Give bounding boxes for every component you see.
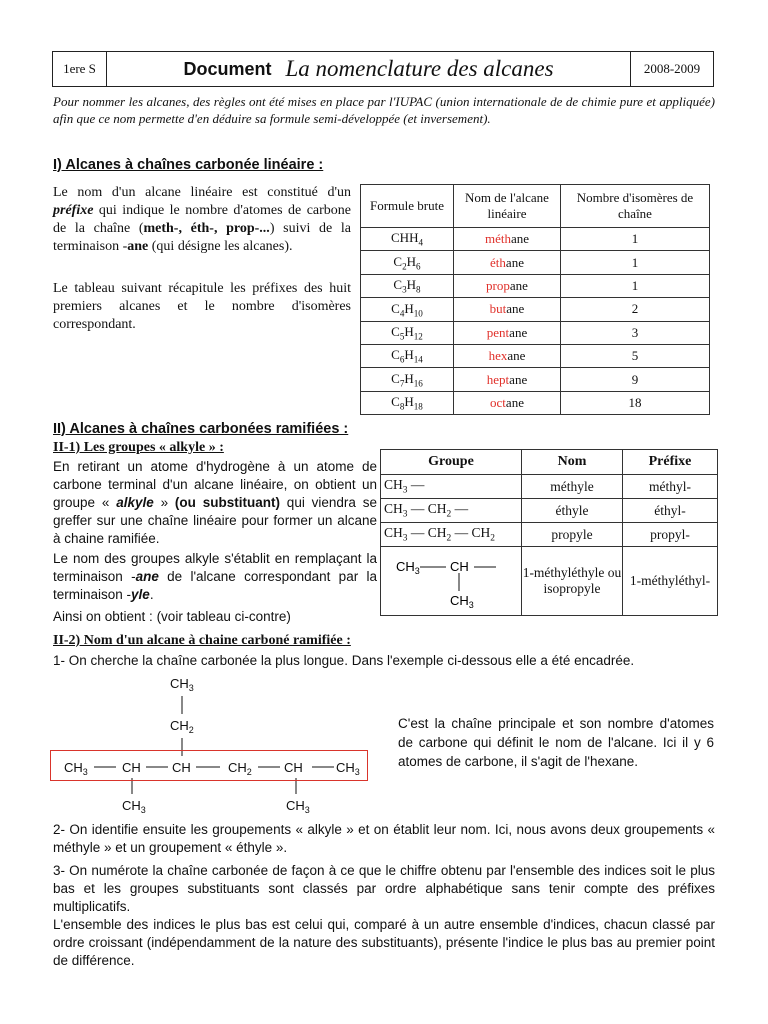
isomer-count-cell: 1 xyxy=(561,274,710,297)
doc-title: La nomenclature des alcanes xyxy=(285,56,554,81)
step-1: 1- On cherche la chaîne carbonée la plus longue. Dans l'exemple ci-dessous elle a été encadrée. xyxy=(53,653,635,668)
svg-text:CH: CH xyxy=(172,760,191,775)
name-prefix: éth xyxy=(490,254,506,270)
svg-text:CH3: $CH_3$ xyxy=(64,760,88,777)
formula-carbon: C xyxy=(391,347,400,363)
isopropyl-structure xyxy=(384,551,518,611)
svg-text:CH: CH xyxy=(284,760,303,775)
text: qui viendra se greffer sur une chaîne linéaire pour former un alcane à chaine ramifiée. xyxy=(53,495,378,546)
name-cell: méthyle xyxy=(522,475,623,499)
section-1-paragraph-1 xyxy=(53,184,351,256)
term-ane: ane xyxy=(127,239,149,254)
carbon-count: 8 xyxy=(399,401,405,412)
formula-carbon: C xyxy=(391,370,400,386)
table-row xyxy=(381,523,718,547)
table-row xyxy=(381,499,718,523)
svg-text:CH3: $CH_3$ xyxy=(122,798,146,814)
formula-cell xyxy=(361,298,454,321)
formula-hydrogen: H xyxy=(404,370,414,386)
class-level: 1ere S xyxy=(53,52,107,86)
table-header-row xyxy=(381,450,718,475)
name-suffix: ane xyxy=(510,231,530,247)
carbon-count: 2 xyxy=(402,261,407,272)
term-ane: ane xyxy=(135,569,159,584)
text: de l'alcane correspondant par la terminaison - xyxy=(53,569,377,602)
text: En retirant un atome d'hydrogène à un atome de carbone terminal d'un alcane linéaire, on obtient un groupe « xyxy=(53,459,377,510)
main-chain-frame xyxy=(50,750,368,781)
formula-cell xyxy=(361,344,454,367)
group-methyl: $CH_3$ — xyxy=(381,475,522,499)
formula-hydrogen: H xyxy=(404,347,414,363)
carbon-count: 3 xyxy=(402,284,407,295)
name-cell: 1-méthyléthyle ou isopropyle xyxy=(522,547,623,616)
svg-text:CH3: $CH_3$ xyxy=(450,593,474,610)
doc-label: Document xyxy=(183,58,272,79)
table-row xyxy=(381,475,718,499)
formula-carbon: C xyxy=(391,300,400,316)
name-prefix: prop xyxy=(486,277,510,293)
section-1-title: I) Alcanes à chaînes carbonée linéaire : xyxy=(53,157,324,173)
alkane-name-cell xyxy=(454,251,561,274)
main-chain-explanation: C'est la chaîne principale et son nombre d'atomes de carbone qui définit le nom de l'alcane. Ici il y 6 atomes de carbone, il s'agit de l'hexane. xyxy=(398,716,714,769)
hydrogen-count: 8 xyxy=(416,284,421,295)
alkane-name-cell xyxy=(454,274,561,297)
name-prefix: hept xyxy=(486,371,510,387)
isomer-count-cell: 18 xyxy=(561,391,710,414)
section-2-title: II) Alcanes à chaînes carbonées ramifiées : xyxy=(53,421,349,437)
text: Le nom des groupes alkyle s'établit en remplaçant la terminaison - xyxy=(53,551,377,584)
prefix-cell: méthyl- xyxy=(623,475,718,499)
alkane-table-body xyxy=(361,228,710,415)
name-suffix: ane xyxy=(506,301,525,317)
svg-text:CH2: $CH_2$ xyxy=(170,718,194,735)
hydrogen-count: 6 xyxy=(416,261,421,272)
formula-cell xyxy=(361,251,454,274)
term-prefixe: préfixe xyxy=(53,203,94,218)
alkane-table xyxy=(360,184,710,415)
table-row xyxy=(381,547,718,616)
table-row xyxy=(361,391,710,414)
hydrogen-count: 12 xyxy=(413,331,423,342)
name-cell: éthyle xyxy=(522,499,623,523)
isomer-count-cell: 2 xyxy=(561,298,710,321)
alkane-name-cell xyxy=(454,321,561,344)
table-header-row xyxy=(361,185,710,228)
alkane-name-cell xyxy=(454,368,561,391)
formula-cell xyxy=(361,274,454,297)
alkane-name-cell xyxy=(454,344,561,367)
name-prefix: pent xyxy=(486,324,510,340)
isomer-count-cell: 1 xyxy=(561,228,710,251)
step-3: 3- On numérote la chaîne carbonée de façon à ce que le chiffre obtenu par l'ensemble des indices soit le plus bas et les groupes substituants sont classés par ordre alphabétique sans tenir compte des préfixes multiplicatifs. xyxy=(53,863,715,914)
col-isomeres: Nombre d'isomères de chaîne xyxy=(561,185,710,228)
formula-hydrogen: H xyxy=(406,253,417,269)
group-propyl: $CH_3$ — $CH_2$ — $CH_2$ xyxy=(381,523,522,547)
subsection-2-2-title: II-2) Nom d'un alcane à chaine carboné ramifiée : xyxy=(53,633,351,648)
col-nom: Nom xyxy=(522,450,623,475)
intro-paragraph: Pour nommer les alcanes, des règles ont été mises en place par l'IUPAC (union internationale de de chimie pure et appliquée) afin que ce nom permette d'en déduire sa formule semi-développée (et inversement). xyxy=(53,94,715,126)
name-cell: propyle xyxy=(522,523,623,547)
text: » xyxy=(153,495,175,510)
name-prefix: hex xyxy=(488,348,508,364)
carbon-count: 7 xyxy=(399,378,405,389)
formula-cell xyxy=(361,368,454,391)
text: qui indique le nombre d'atomes de carbone de la chaîne ( xyxy=(53,203,351,236)
formula-hydrogen: H xyxy=(404,394,414,410)
section-2-paragraph-2 xyxy=(53,550,377,604)
section-2-paragraph-3: Ainsi on obtient : (voir tableau ci-contre) xyxy=(53,609,291,624)
svg-text:CH3: $CH_3$ xyxy=(396,559,420,576)
hydrogen-count: 10 xyxy=(413,308,423,319)
section-1-paragraph-2: Le tableau suivant récapitule les préfixes des huit premiers alcanes et le nombre d'isomères correspondant. xyxy=(53,281,351,332)
prefix-cell: éthyl- xyxy=(623,499,718,523)
header-title-cell xyxy=(107,52,631,86)
col-prefixe: Préfixe xyxy=(623,450,718,475)
formula-hydrogen: H xyxy=(404,300,414,316)
prefix-cell: propyl- xyxy=(623,523,718,547)
hydrogen-count: 16 xyxy=(413,378,423,389)
name-suffix: ane xyxy=(505,394,524,410)
group-isopropyl xyxy=(381,547,522,616)
text: ) suivi de la terminaison - xyxy=(53,221,351,254)
hydrogen-count: 4 xyxy=(418,237,423,248)
svg-text:CH: CH xyxy=(122,760,141,775)
col-groupe: Groupe xyxy=(381,450,522,475)
school-year: 2008-2009 xyxy=(643,61,701,76)
hydrogen-count: 14 xyxy=(413,354,423,365)
formula-cell xyxy=(361,391,454,414)
text: (qui désigne les alcanes). xyxy=(148,239,293,254)
svg-text:CH3: $CH_3$ xyxy=(170,676,194,693)
subsection-2-1-title: II-1) Les groupes « alkyle » : xyxy=(53,440,224,455)
table-row xyxy=(361,274,710,297)
table-row xyxy=(361,298,710,321)
svg-text:CH3: $CH_3$ xyxy=(336,760,360,777)
hydrogen-count: 18 xyxy=(413,401,423,412)
isomer-count-cell: 1 xyxy=(561,251,710,274)
col-formule: Formule brute xyxy=(361,185,454,228)
table-row xyxy=(361,321,710,344)
formula-hydrogen: H xyxy=(409,230,419,246)
document-header xyxy=(52,51,714,87)
text: Le nom d'un alcane linéaire est constitué d'un xyxy=(53,185,351,200)
term-yle: yle xyxy=(131,587,150,602)
formula-hydrogen: H xyxy=(404,323,414,339)
isomer-count-cell: 3 xyxy=(561,321,710,344)
step-2: 2- On identifie ensuite les groupements « alkyle » et on établit leur nom. Ici, nous avons deux groupements « méthyle » et un groupement « éthyle ». xyxy=(53,822,715,855)
table-row xyxy=(361,228,710,251)
name-prefix: but xyxy=(489,301,507,317)
svg-text:CH3: $CH_3$ xyxy=(286,798,310,814)
table-row xyxy=(361,344,710,367)
name-prefix: méth xyxy=(484,231,511,247)
step-3-detail: L'ensemble des indices le plus bas est celui qui, comparé à un autre ensemble d'indices, chacun classé par ordre croissant (indépendamment de la nature des substituants), présente l'indice le plus bas au premier point de différence. xyxy=(53,917,715,968)
isomer-count-cell: 5 xyxy=(561,344,710,367)
col-nom: Nom de l'alcane linéaire xyxy=(454,185,561,228)
prefix-cell: 1-méthyléthyl- xyxy=(623,547,718,616)
name-suffix: ane xyxy=(505,254,524,270)
formula-carbon: C xyxy=(393,253,403,269)
name-prefix: oct xyxy=(490,394,506,410)
name-suffix: ane xyxy=(509,371,528,387)
term-substituant: (ou substituant) xyxy=(174,495,280,510)
formula-hydrogen: H xyxy=(406,277,417,293)
carbon-count: 4 xyxy=(399,308,405,319)
svg-text:CH2: $CH_2$ xyxy=(228,760,252,777)
group-ethyl: $CH_3$ — $CH_2$ — xyxy=(381,499,522,523)
text: . xyxy=(149,587,154,602)
table-row xyxy=(361,368,710,391)
name-suffix: ane xyxy=(509,277,528,293)
alkane-name-cell xyxy=(454,391,561,414)
formula-carbon: C xyxy=(391,394,400,410)
formula-carbon: CH xyxy=(391,230,410,246)
isomer-count-cell: 9 xyxy=(561,368,710,391)
prefix-examples: meth-, éth-, prop-... xyxy=(143,221,270,236)
name-suffix: ane xyxy=(509,324,528,340)
formula-cell xyxy=(361,321,454,344)
table-row xyxy=(361,251,710,274)
name-suffix: ane xyxy=(507,348,526,364)
term-alkyle: alkyle xyxy=(116,495,154,510)
carbon-count: 6 xyxy=(399,354,405,365)
svg-text:CH: CH xyxy=(450,559,469,574)
alkane-name-cell xyxy=(454,298,561,321)
branched-alkane-structure xyxy=(50,674,390,814)
alkane-name-cell xyxy=(454,228,561,251)
carbon-count: 5 xyxy=(399,331,405,342)
formula-carbon: C xyxy=(393,277,403,293)
formula-cell xyxy=(361,228,454,251)
formula-carbon: C xyxy=(391,323,400,339)
section-2-paragraph-1 xyxy=(53,458,377,548)
alkyl-table xyxy=(380,449,718,616)
